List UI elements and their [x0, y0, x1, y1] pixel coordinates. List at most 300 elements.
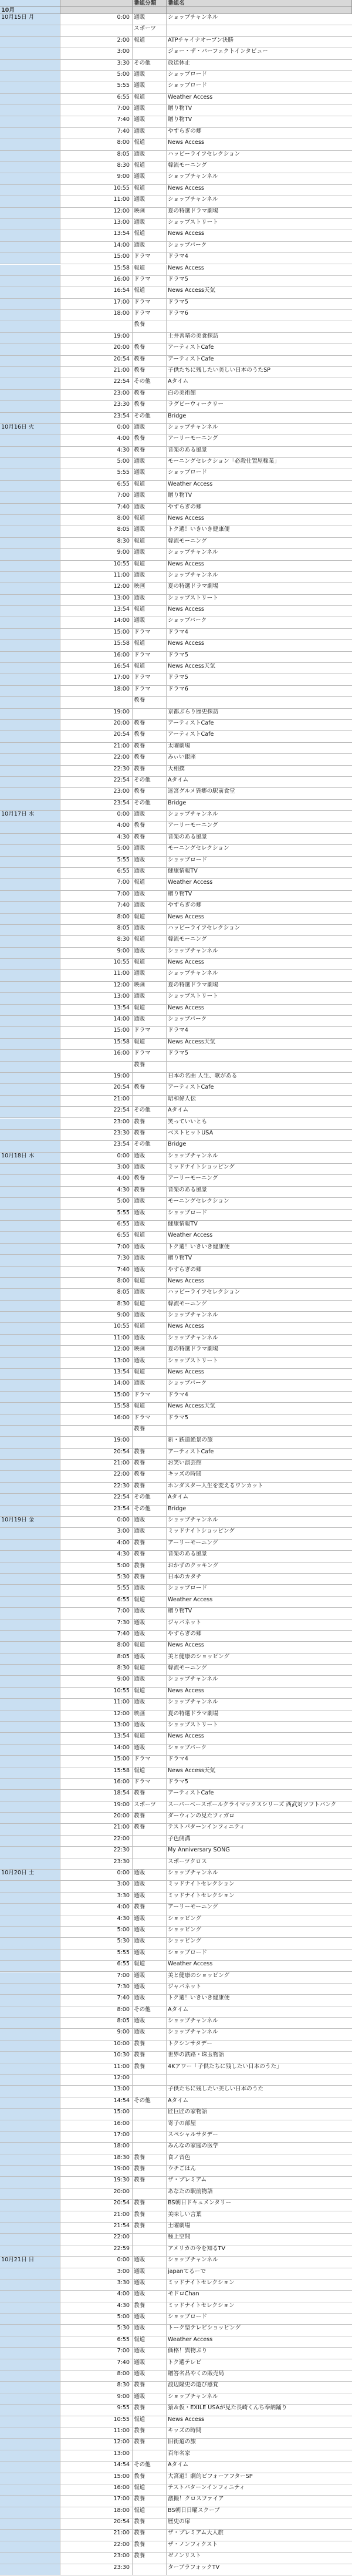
time-cell: 8:00 [60, 139, 133, 150]
program-name-cell: 日本のカタチ [168, 1573, 202, 1580]
genre-cell: 報道 [133, 663, 167, 674]
date-cell [0, 2131, 60, 2142]
genre-cell: その他 [133, 1141, 167, 1151]
genre-cell: 通販 [133, 2257, 167, 2267]
time-cell: 5:55 [60, 1949, 133, 1960]
table-row [0, 2234, 352, 2245]
program-name-cell: 土井善晴の美食探訪 [168, 332, 219, 339]
date-cell [0, 1449, 60, 1459]
program-name-cell: ショップチャンネル [168, 1334, 218, 1341]
time-cell [60, 1426, 133, 1436]
program-name-cell [167, 321, 352, 332]
time-cell: 5:30 [60, 2325, 133, 2335]
date-cell [0, 857, 60, 867]
program-name-cell: ショップチャンネル [168, 571, 218, 578]
table-row [0, 128, 352, 139]
program-name-cell: ショップロード [168, 1209, 207, 1216]
table-row [0, 1016, 352, 1027]
date-cell [0, 2416, 60, 2427]
genre-cell: 教養 [133, 1084, 167, 1095]
table-row [0, 2507, 352, 2518]
genre-cell: 教養 [133, 766, 167, 776]
program-name-cell: アーティストCafe [168, 719, 214, 726]
date-cell [0, 1164, 60, 1174]
genre-cell: 教養 [133, 2211, 167, 2222]
time-cell: 22:00 [60, 2234, 133, 2244]
program-name-cell: 子供たちに残したい美しい日本のうた [168, 2086, 264, 2093]
program-name-cell: ミッドナイトセレクション [168, 1881, 235, 1888]
genre-cell: 通販 [133, 811, 167, 821]
program-name-cell: あなたの駅前物語 [168, 2188, 213, 2195]
program-name-cell: News Access [168, 2416, 204, 2423]
date-cell [0, 2314, 60, 2324]
program-name-cell: 健康情報TV [168, 868, 198, 874]
time-cell: 0:00 [60, 2257, 133, 2267]
time-cell: 11:00 [60, 196, 133, 207]
genre-cell [133, 1073, 167, 1083]
time-cell: 12:00 [60, 982, 133, 992]
program-name-cell: ドラマ6 [168, 310, 188, 317]
program-name-cell: BS朝日日曜スクープ [168, 2507, 220, 2514]
time-cell: 20:54 [60, 731, 133, 742]
table-row [0, 1164, 352, 1175]
time-cell: 3:00 [60, 1528, 133, 1538]
date-cell [0, 1221, 60, 1231]
date-cell [0, 1995, 60, 2005]
program-name-cell: ショップストリート [168, 1722, 218, 1728]
program-name-cell: ミッドナイトショッピング [168, 1164, 235, 1171]
table-row [0, 1608, 352, 1619]
program-name-cell: トーク型テレビショッピング [168, 2325, 241, 2332]
program-name-cell: News Access [168, 640, 204, 647]
date-cell [0, 2302, 60, 2313]
time-cell: 23:30 [60, 401, 133, 412]
date-cell [0, 1005, 60, 1015]
genre-cell: スポーツ [133, 25, 167, 36]
genre-cell: ドラマ [133, 1027, 167, 1038]
genre-cell: 教養 [133, 321, 167, 332]
program-name-cell [167, 2075, 352, 2085]
program-name-cell: ショップロード [168, 856, 207, 863]
program-name-cell: ショップロード [168, 70, 207, 78]
genre-cell: 映画 [133, 1710, 167, 1721]
table-row [0, 2200, 352, 2211]
table-row [0, 2461, 352, 2473]
table-row [0, 640, 352, 651]
program-name-cell: Weather Access [168, 93, 213, 100]
program-name-cell: ショップパーク [168, 617, 207, 624]
table-row [0, 48, 352, 59]
program-name-cell: みんなの家庭の医学 [168, 2143, 219, 2150]
date-cell [0, 299, 60, 309]
table-row [0, 492, 352, 503]
program-name-cell [167, 1426, 352, 1436]
table-row [0, 2518, 352, 2530]
table-row [0, 1358, 352, 1369]
time-cell: 6:55 [60, 2336, 133, 2347]
time-cell: 7:30 [60, 1619, 133, 1630]
date-cell [0, 2234, 60, 2244]
program-name-cell: アーティストCafe [168, 344, 214, 351]
genre-cell: 通販 [133, 1016, 167, 1026]
time-cell: 19:30 [60, 2177, 133, 2187]
program-name-cell: 放送休止 [168, 59, 191, 66]
time-cell: 12:00 [60, 1710, 133, 1721]
date-cell [0, 2245, 60, 2256]
date-cell [0, 37, 60, 48]
program-name-cell: 昭和偉人伝 [168, 1095, 196, 1102]
time-cell: 10:55 [60, 1323, 133, 1334]
time-cell: 19:00 [60, 1437, 133, 1447]
program-name-cell: ザ・プレミアム [168, 2177, 207, 2184]
program-name-cell: ハッピーライフセレクション [168, 924, 241, 931]
genre-cell: 報道 [133, 1961, 167, 1971]
date-cell [0, 481, 60, 491]
genre-cell: 教養 [133, 2166, 167, 2176]
table-row [0, 1483, 352, 1494]
program-name-cell: 美と健康のショッピング [168, 1972, 230, 1979]
program-name-cell: News Access [168, 230, 204, 237]
date-cell [0, 1323, 60, 1334]
genre-cell: 教養 [133, 1904, 167, 1914]
program-name-cell: Weather Access [168, 1596, 213, 1603]
table-row [0, 1232, 352, 1243]
program-name-cell: モーニングセレクション [168, 1198, 229, 1205]
program-name-cell: News Access [168, 913, 204, 920]
genre-cell: その他 [133, 800, 167, 810]
date-cell [0, 822, 60, 833]
table-row [0, 2029, 352, 2040]
table-row [0, 2553, 352, 2564]
genre-cell: 教養 [133, 1563, 167, 1573]
table-row [0, 845, 352, 856]
program-name-cell: News Access天気 [168, 1038, 216, 1045]
time-cell: 20:54 [60, 2200, 133, 2210]
program-name-cell: ドラマ4 [168, 1027, 188, 1034]
genre-cell [133, 2075, 167, 2085]
genre-cell: 教養 [133, 1574, 167, 1584]
table-row [0, 116, 352, 127]
date-cell [0, 2461, 60, 2472]
date-cell [0, 492, 60, 503]
time-cell: 17:00 [60, 2131, 133, 2142]
time-cell: 7:30 [60, 1984, 133, 1994]
program-name-cell: ショップチャンネル [168, 1312, 218, 1319]
time-cell: 7:40 [60, 1995, 133, 2005]
program-name-cell: キッズの時間 [168, 1471, 202, 1478]
time-cell: 18:00 [60, 310, 133, 321]
genre-cell [133, 2131, 167, 2142]
program-name-cell: 音楽のある風景 [168, 446, 208, 453]
program-name-cell: ショップチャンネル [168, 2257, 218, 2264]
table-row [0, 1631, 352, 1642]
genre-cell: ドラマ [133, 1415, 167, 1425]
table-row [0, 1323, 352, 1334]
table-row [0, 1551, 352, 1562]
date-cell [0, 2439, 60, 2449]
time-cell: 14:54 [60, 2461, 133, 2472]
program-name-cell: 子供たちに残したい美しい日本のうたSP [168, 366, 270, 373]
genre-cell: 報道 [133, 1323, 167, 1334]
date-cell [0, 219, 60, 230]
time-cell: 16:00 [60, 1779, 133, 1789]
genre-cell: 通販 [133, 2018, 167, 2028]
time-cell: 17:00 [60, 674, 133, 685]
table-row [0, 1597, 352, 1608]
program-name-cell: ショップチャンネル [168, 423, 218, 430]
table-row [0, 1699, 352, 1710]
table-row [0, 1494, 352, 1505]
table-row [0, 310, 352, 321]
table-row [0, 1005, 352, 1016]
time-cell: 8:05 [60, 1654, 133, 1664]
program-name-cell: ショップチャンネル [168, 173, 218, 180]
genre-cell: 報道 [133, 640, 167, 651]
time-cell: 5:55 [60, 1210, 133, 1220]
genre-cell: 通販 [133, 1893, 167, 1903]
table-row [0, 1893, 352, 1904]
date-cell [0, 777, 60, 787]
date-cell [0, 629, 60, 639]
time-cell: 23:00 [60, 2553, 133, 2563]
time-cell: 20:54 [60, 2518, 133, 2529]
genre-cell: 報道 [133, 1369, 167, 1379]
time-cell: 11:00 [60, 2427, 133, 2438]
program-name-cell: 土曜劇場 [168, 2223, 191, 2229]
date-cell [0, 2063, 60, 2074]
time-cell: 11:00 [60, 970, 133, 981]
time-cell: 9:00 [60, 2393, 133, 2404]
date-cell [0, 709, 60, 719]
time-cell: 3:30 [60, 1893, 133, 1903]
program-name-cell: Aタイム [168, 2006, 189, 2013]
program-name-cell: みぃい銀座 [168, 754, 196, 761]
genre-cell: その他 [133, 60, 167, 70]
table-row [0, 504, 352, 515]
date-cell [0, 754, 60, 765]
table-row [0, 2336, 352, 2348]
date-cell [0, 2154, 60, 2165]
time-cell: 16:54 [60, 663, 133, 674]
date-cell [0, 2484, 60, 2495]
time-cell: 21:00 [60, 367, 133, 378]
table-row [0, 595, 352, 606]
time-cell: 7:40 [60, 504, 133, 514]
genre-cell: 教養 [133, 1175, 167, 1186]
table-row [0, 2131, 352, 2143]
date-cell [0, 265, 60, 275]
program-name-cell: 韓流モーニング [168, 1665, 207, 1672]
time-cell: 13:00 [60, 2450, 133, 2461]
genre-cell: 通販 [133, 1380, 167, 1390]
date-cell [0, 1392, 60, 1402]
time-cell [60, 1062, 133, 1072]
genre-cell: 教養 [133, 2473, 167, 2484]
genre-cell: 報道 [133, 959, 167, 969]
program-name-cell: Bridge [168, 1141, 187, 1148]
genre-cell: 通販 [133, 1745, 167, 1755]
time-cell: 19:00 [60, 333, 133, 344]
time-cell: 9:55 [60, 2405, 133, 2415]
genre-cell: 通販 [133, 2359, 167, 2370]
program-name-cell: Weather Access [168, 879, 213, 886]
date-cell [0, 2268, 60, 2279]
table-row [0, 1949, 352, 1961]
time-cell: 0:00 [60, 811, 133, 821]
table-row [0, 219, 352, 230]
genre-cell: 報道 [133, 879, 167, 890]
table-row [0, 561, 352, 572]
genre-cell: 報道 [133, 515, 167, 526]
time-cell: 9:00 [60, 173, 133, 184]
time-cell: 8:05 [60, 526, 133, 537]
date-cell [0, 1369, 60, 1379]
genre-cell: ドラマ [133, 310, 167, 321]
genre-cell: 通販 [133, 1927, 167, 1937]
table-row [0, 743, 352, 754]
table-row [0, 1369, 352, 1380]
time-cell: 5:00 [60, 1198, 133, 1208]
table-row [0, 1210, 352, 1221]
genre-cell: 報道 [133, 1403, 167, 1413]
table-row [0, 538, 352, 549]
time-cell: 8:05 [60, 1289, 133, 1299]
table-row [0, 982, 352, 993]
table-row [0, 1528, 352, 1539]
date-cell [0, 82, 60, 93]
genre-cell: 通販 [133, 219, 167, 230]
program-name-cell: テストパターンインフィニティ [168, 2484, 245, 2491]
table-row [0, 1517, 352, 1528]
date-cell [0, 2382, 60, 2392]
program-name-cell: ドラマ4 [168, 1756, 188, 1763]
genre-cell: 通販 [133, 492, 167, 503]
table-row [0, 1710, 352, 1722]
date-cell [0, 936, 60, 947]
program-name-cell: トクシンサタデー [168, 2040, 212, 2047]
program-name-cell: 韓流モーニング [168, 1300, 207, 1307]
genre-cell: 教養 [133, 2518, 167, 2529]
program-name-cell: News Access天気 [168, 287, 216, 294]
genre-cell: その他 [133, 2461, 167, 2472]
genre-cell: 通販 [133, 173, 167, 184]
program-name-cell: 夏の特選ドラマ劇場 [168, 1346, 219, 1353]
genre-cell: ドラマ [133, 674, 167, 685]
genre-cell: 報道 [133, 481, 167, 491]
genre-cell: 通販 [133, 1722, 167, 1732]
table-row [0, 2439, 352, 2450]
table-row [0, 2393, 352, 2405]
date-cell [0, 1198, 60, 1208]
date-cell [0, 48, 60, 59]
table-row [0, 1722, 352, 1733]
time-cell: 8:00 [60, 515, 133, 526]
date-cell [0, 1130, 60, 1140]
program-name-cell: ダーウィンの見たフィガロ [168, 1813, 235, 1820]
table-row [0, 344, 352, 355]
genre-cell: 通販 [133, 1335, 167, 1345]
time-cell: 12:00 [60, 208, 133, 218]
genre-cell: 通販 [133, 617, 167, 628]
time-cell: 10:55 [60, 959, 133, 969]
date-cell [0, 1301, 60, 1311]
program-name-cell: 白の美術館 [168, 389, 196, 396]
genre-cell: その他 [133, 2006, 167, 2017]
table-row [0, 253, 352, 264]
date-cell [0, 1471, 60, 1481]
genre-cell: 通販 [133, 1210, 167, 1220]
genre-cell: 報道 [133, 94, 167, 105]
table-row [0, 1506, 352, 1517]
time-cell: 10:30 [60, 2052, 133, 2062]
table-row [0, 71, 352, 82]
program-name-cell: ショップチャンネル [168, 1152, 218, 1159]
program-name-cell: やすらぎの郷 [168, 1266, 202, 1273]
time-cell: 11:00 [60, 1335, 133, 1345]
date-cell [0, 276, 60, 287]
date-cell [0, 1437, 60, 1447]
program-name-cell: 百年名家 [168, 2450, 191, 2457]
time-cell: 13:00 [60, 219, 133, 230]
table-row [0, 1460, 352, 1471]
time-cell: 4:30 [60, 447, 133, 457]
table-row [0, 2223, 352, 2234]
genre-cell: 報道 [133, 139, 167, 150]
time-cell: 15:58 [60, 1767, 133, 1778]
program-name-cell: 旧街道の旅 [168, 2439, 196, 2446]
program-name-cell: ドラマ5 [168, 1778, 188, 1785]
time-cell: 19:00 [60, 2166, 133, 2176]
program-name-cell: Bridge [168, 1505, 187, 1512]
date-cell [0, 538, 60, 548]
time-cell: 8:30 [60, 2382, 133, 2392]
table-row [0, 2450, 352, 2461]
program-name-cell: News Access天気 [168, 1767, 216, 1774]
date-cell [0, 1688, 60, 1698]
genre-cell: 教養 [133, 731, 167, 742]
genre-cell: その他 [133, 1506, 167, 1516]
genre-cell: 通販 [133, 902, 167, 912]
time-cell: 8:05 [60, 925, 133, 935]
time-cell: 17:00 [60, 2496, 133, 2506]
table-row [0, 731, 352, 742]
table-row [0, 60, 352, 71]
program-name-cell: アーティストCafe [168, 731, 214, 738]
table-row [0, 959, 352, 970]
genre-cell: 教養 [133, 1426, 167, 1436]
date-cell [0, 2473, 60, 2484]
genre-cell: 報道 [133, 561, 167, 571]
time-cell: 6:55 [60, 481, 133, 491]
time-cell: 23:30 [60, 1858, 133, 1869]
date-cell [0, 993, 60, 1004]
genre-cell: 教養 [133, 2382, 167, 2392]
table-row [0, 2314, 352, 2325]
time-cell: 13:54 [60, 1369, 133, 1379]
genre-cell: 教養 [133, 822, 167, 833]
date-cell [0, 1403, 60, 1413]
program-name-cell: Bridge [168, 412, 187, 419]
genre-cell: 映画 [133, 583, 167, 594]
table-row [0, 1984, 352, 1995]
date-cell [0, 1801, 60, 1812]
genre-cell: ドラマ [133, 629, 167, 639]
table-row [0, 868, 352, 879]
genre-cell: 教養 [133, 2405, 167, 2415]
table-row [0, 469, 352, 480]
date-cell [0, 458, 60, 469]
genre-cell: 教養 [133, 1130, 167, 1140]
